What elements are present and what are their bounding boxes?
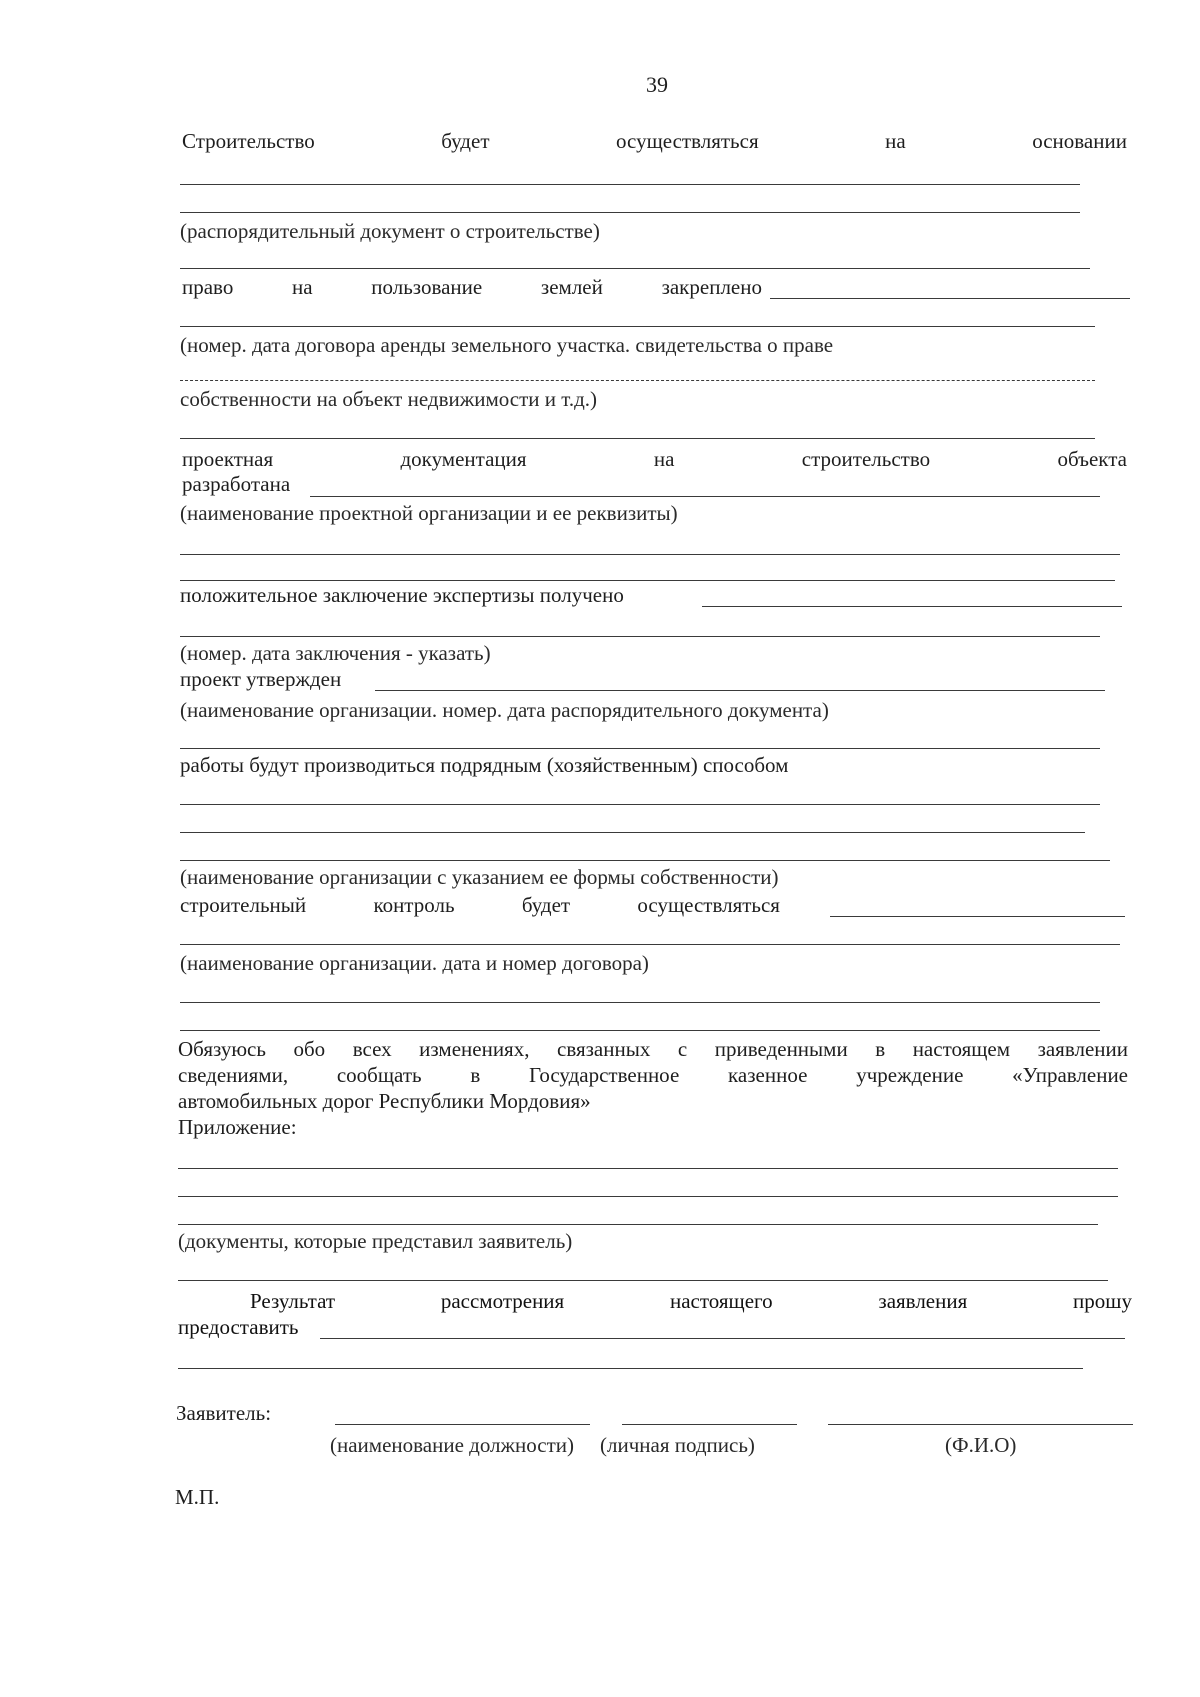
fill-line[interactable] [310,496,1100,497]
fill-line[interactable] [178,1368,1083,1369]
project-word-5: объекта [1057,447,1127,471]
land-word-4: землей [540,275,603,299]
land-right-line [182,274,762,300]
control-line [180,892,780,918]
fill-line[interactable] [180,580,1115,581]
result-word-5: прошу [1073,1289,1132,1313]
fill-line[interactable] [180,1002,1100,1003]
fill-line[interactable] [375,690,1105,691]
result-word-2: рассмотрения [440,1289,565,1313]
name-line[interactable] [828,1424,1133,1425]
fill-line[interactable] [178,1224,1098,1225]
attachment-caption: (документы, которые представил заявитель) [178,1229,573,1253]
fill-line[interactable] [180,554,1120,555]
fill-line[interactable] [320,1338,1125,1339]
fill-line[interactable] [180,268,1090,269]
result-word-3: настоящего [670,1289,773,1313]
control-word-1: строительный [180,893,307,917]
signature-caption: (личная подпись) [600,1433,755,1457]
construction-basis-line [182,128,1127,154]
land-word-1: право [182,275,234,299]
obligation-line-2: сведениями, сообщать в Государственное казенное учреждение «Управление [178,1063,1128,1087]
fill-line[interactable] [180,184,1080,185]
result-word-4: заявления [878,1289,968,1313]
approval-caption: (наименование организации. номер. дата распорядительного документа) [180,698,829,722]
control-word-2: контроль [373,893,455,917]
fill-line[interactable] [180,832,1085,833]
fill-line[interactable] [830,916,1125,917]
project-word-4: строительство [801,447,931,471]
obligation-line-3: автомобильных дорог Республики Мордовия» [178,1089,591,1113]
expertise-caption: (номер. дата заключения - указать) [180,641,491,665]
stamp-placeholder: М.П. [175,1485,220,1509]
project-word-3: на [653,447,675,471]
land-word-3: пользование [371,275,483,299]
fill-line[interactable] [180,380,1095,381]
control-word-3: будет [521,893,571,917]
fill-line[interactable] [180,326,1095,327]
applicant-label: Заявитель: [176,1401,272,1425]
fill-line[interactable] [180,748,1100,749]
obligation-paragraph [178,1036,1128,1114]
project-word-2: документация [400,447,527,471]
expertise-label: положительное заключение экспертизы получено [180,583,624,607]
fill-line[interactable] [770,298,1130,299]
fill-line[interactable] [180,860,1110,861]
approval-label: проект утвержден [180,667,342,691]
construction-caption: (распорядительный документ о строительстве) [180,219,600,243]
signature-line[interactable] [622,1424,797,1425]
project-docs-line [182,446,1127,472]
works-caption: (наименование организации с указанием ее формы собственности) [180,865,779,889]
fill-line[interactable] [180,636,1100,637]
position-caption: (наименование должности) [330,1433,575,1457]
construction-word-2: будет [441,129,490,153]
fill-line[interactable] [180,1030,1100,1031]
fill-line[interactable] [178,1168,1118,1169]
obligation-line-1: Обязуюсь обо всех изменениях, связанных с приведенными в настоящем заявлении [178,1037,1128,1061]
control-caption: (наименование организации. дата и номер договора) [180,951,649,975]
fill-line[interactable] [180,212,1080,213]
construction-word-5: основании [1032,129,1127,153]
result-word-1: Результат [250,1289,336,1313]
project-continuation: разработана [182,472,291,496]
land-word-5: закреплено [661,275,762,299]
name-caption: (Ф.И.О) [945,1433,1017,1457]
fill-line[interactable] [180,438,1095,439]
works-label: работы будут производиться подрядным (хозяйственным) способом [180,753,789,777]
project-word-1: проектная [182,447,274,471]
project-caption: (наименование проектной организации и ее реквизиты) [180,501,678,525]
attachment-label: Приложение: [178,1115,297,1139]
position-line[interactable] [335,1424,590,1425]
control-word-4: осуществляться [637,893,780,917]
page-number: 39 [646,72,668,97]
fill-line[interactable] [702,606,1122,607]
fill-line[interactable] [180,804,1100,805]
result-continuation: предоставить [178,1315,299,1339]
land-caption-line-1: (номер. дата договора аренды земельного участка. свидетельства о праве [180,333,834,357]
land-caption-line-2: собственности на объект недвижимости и т.д.) [180,387,598,411]
result-line [178,1288,1132,1314]
fill-line[interactable] [180,944,1120,945]
construction-word-1: Строительство [182,129,315,153]
construction-word-4: на [885,129,906,153]
fill-line[interactable] [178,1280,1108,1281]
fill-line[interactable] [178,1196,1118,1197]
construction-word-3: осуществляться [616,129,759,153]
land-word-2: на [292,275,313,299]
